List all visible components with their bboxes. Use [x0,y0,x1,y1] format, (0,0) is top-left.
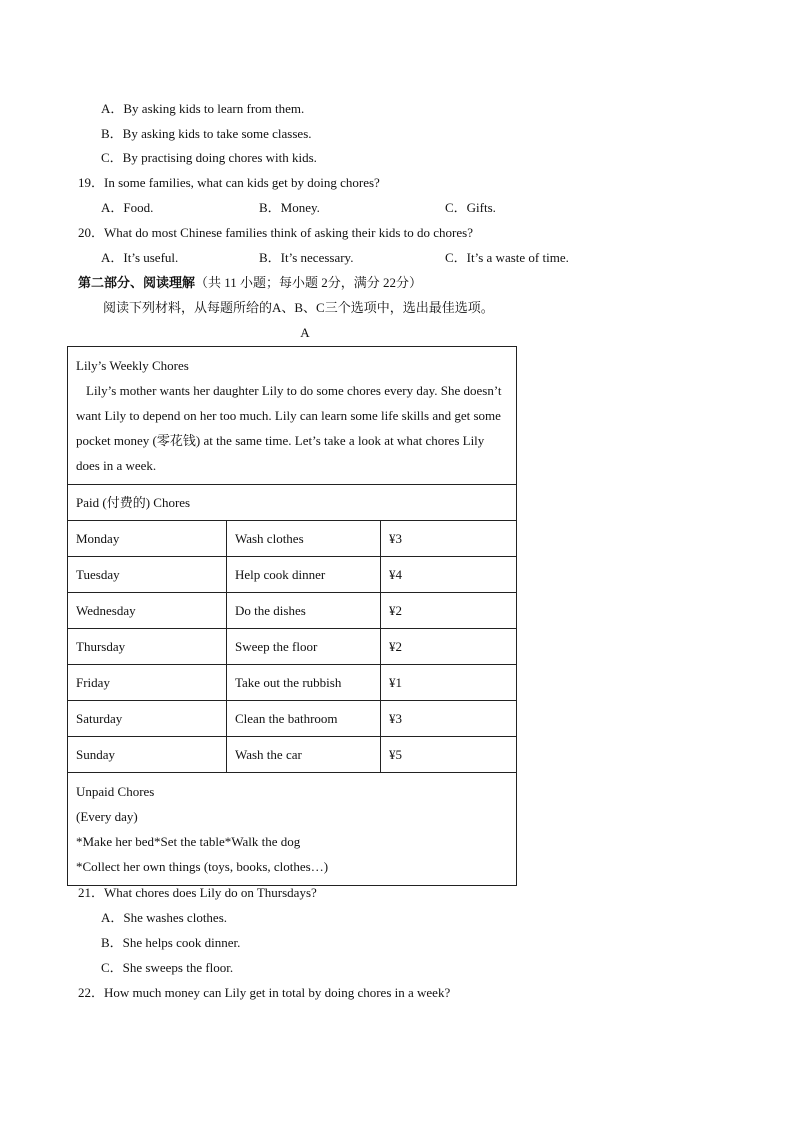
chore-cell: Take out the rubbish [227,665,381,701]
paid-chores-header: Paid (付费的) Chores [68,485,517,521]
q20-option-c: C．It’s a waste of time. [445,250,569,265]
day-cell: Thursday [68,629,227,665]
day-cell: Wednesday [68,593,227,629]
pay-cell: ¥5 [381,737,517,773]
chore-cell: Do the dishes [227,593,381,629]
unpaid-title: Unpaid Chores [76,784,155,799]
section-heading-title: 第二部分、阅读理解 [78,275,196,290]
q19-option-b: B．Money. [259,200,320,215]
q21-option-b: B．She helps cook dinner. [101,935,241,950]
chore-cell: Help cook dinner [227,557,381,593]
chore-cell: Clean the bathroom [227,701,381,737]
table-row [68,665,517,701]
chore-cell: Sweep the floor [227,629,381,665]
q19-question: 19．In some families, what can kids get by doing chores? [78,175,380,190]
section-instruction: 阅读下列材料，从每题所给的A、B、C三个选项中，选出最佳选项。 [103,300,494,315]
q18-option-c: C．By practising doing chores with kids. [101,150,317,165]
q19-option-c: C．Gifts. [445,200,496,215]
q22-question: 22．How much money can Lily get in total by doing chores in a week? [78,985,451,1000]
section-heading [78,275,422,291]
q18-option-a: A．By asking kids to learn from them. [101,101,305,116]
day-cell: Friday [68,665,227,701]
table-row [68,629,517,665]
day-cell: Monday [68,521,227,557]
table-row [68,701,517,737]
q21-option-a: A．She washes clothes. [101,910,228,925]
unpaid-item: *Collect her own things (toys, books, clothes…) [76,859,329,874]
unpaid-item: *Make her bed*Set the table*Walk the dog [76,834,301,849]
chore-cell: Wash clothes [227,521,381,557]
section-heading-note: （共 11 小题；每小题 2分，满分 22分） [195,275,423,290]
pay-cell: ¥2 [381,593,517,629]
passage-title: Lily’s Weekly Chores [76,358,189,373]
unpaid-chores-cell [68,773,517,886]
q18-option-b: B．By asking kids to take some classes. [101,126,312,141]
table-row [68,557,517,593]
table-row [68,737,517,773]
chore-cell: Wash the car [227,737,381,773]
pay-cell: ¥1 [381,665,517,701]
table-row [68,521,517,557]
pay-cell: ¥3 [381,701,517,737]
passage-intro-text: Lily’s mother wants her daughter Lily to do some chores every day. She doesn’t want Lily to depend on her too much. Lily can learn some life skills and get some pocket money (零花钱) at the same time. Let’s take a look at what chores Lily does in a week. [76,383,502,473]
day-cell: Tuesday [68,557,227,593]
day-cell: Sunday [68,737,227,773]
unpaid-frequency: (Every day) [76,809,138,824]
day-cell: Saturday [68,701,227,737]
chores-table [67,346,517,886]
q20-option-b: B．It’s necessary. [259,250,354,265]
q20-question: 20．What do most Chinese families think of asking their kids to do chores? [78,225,473,240]
pay-cell: ¥3 [381,521,517,557]
q19-option-a: A．Food. [101,200,154,215]
q21-option-c: C．She sweeps the floor. [101,960,234,975]
passage-intro-cell [68,347,517,485]
q21-question: 21．What chores does Lily do on Thursdays? [78,885,317,900]
pay-cell: ¥2 [381,629,517,665]
table-row [68,593,517,629]
passage-label: A [300,325,310,340]
pay-cell: ¥4 [381,557,517,593]
q20-option-a: A．It’s useful. [101,250,179,265]
